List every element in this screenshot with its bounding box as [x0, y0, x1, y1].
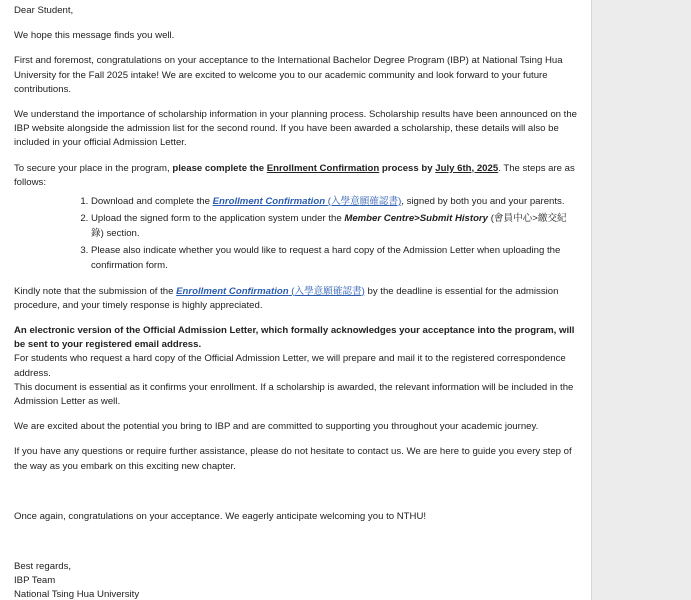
document-essential-paragraph: This document is essential as it confirms your enrollment. If a scholarship is awarded, the relevant information will be included in the Admission Letter as well.	[14, 381, 574, 407]
secure-pre-text: To secure your place in the program,	[14, 162, 170, 174]
greeting: Dear Student,	[14, 5, 74, 16]
questions-paragraph: If you have any questions or require further assistance, please do not hesitate to contact us. We are here to guide you every step of the way as you embark on this exciting new chapter.	[14, 446, 572, 472]
enrollment-confirmation-link[interactable]: Enrollment Confirmation (入學意願確認書)	[212, 196, 402, 208]
member-centre-path: Member Centre>Submit History	[344, 212, 489, 224]
enrollment-confirmation-underlined: Enrollment Confirmation	[266, 162, 380, 174]
member-centre-zh: (會員中心>繳交紀錄)	[91, 212, 567, 240]
congratulations-paragraph: First and foremost, congratulations on your acceptance to the International Bachelor Degree Program (IBP) at National Tsing Hua University for the Fall 2025 intake! We are excited to welcome you to our academic community and look forward to your future contributions.	[14, 55, 563, 95]
closing-paragraph: Once again, congratulations on your acceptance. We eagerly anticipate welcoming you to NTHU!	[14, 510, 427, 522]
deadline-date: July 6th, 2025	[435, 162, 499, 174]
enrollment-confirmation-link-2[interactable]: Enrollment Confirmation (入學意願確認書)	[176, 285, 365, 297]
signature-team: IBP Team	[14, 575, 56, 587]
admission-letter-bold: An electronic version of the Official Admission Letter, which formally acknowledges your acceptance into the program, will be sent to your registered email address.	[14, 324, 575, 351]
step-item-1: 1. Download and complete the Enrollment Confirmation (入學意願確認書), signed by both you and your parents.	[91, 194, 579, 210]
secure-post-text: . The steps are as follows:	[14, 162, 575, 188]
secure-bold-text: please complete the	[172, 162, 265, 174]
intro-paragraph: We hope this message finds you well.	[14, 30, 175, 42]
signature-organization: National Tsing Hua University	[14, 589, 140, 600]
step-item-3: 3. Please also indicate whether you would like to request a hard copy of the Admission Letter when uploading the confirmation form.	[91, 243, 579, 274]
scholarship-paragraph: We understand the importance of scholarship information in your planning process. Scholarship results have been announced on the IBP website alongside the admission list for the second round. If you have been awarded a scholarship, these details will also be included in your official Admission Letter.	[14, 109, 578, 149]
secure-place-paragraph	[14, 162, 579, 190]
potential-paragraph: We are excited about the potential you bring to IBP and are committed to supporting you throughout your academic journey.	[14, 421, 539, 433]
step-item-2: 2. Upload the signed form to the application system under the Member Centre>Submit History (會員中心>繳交紀錄) section.	[91, 211, 579, 242]
hard-copy-paragraph: For students who request a hard copy of the Official Admission Letter, we will prepare and mail it to the registered correspondence address.	[14, 353, 566, 379]
secure-process-text: process by	[381, 162, 433, 174]
steps-list	[14, 194, 579, 274]
signoff: Best regards,	[14, 560, 72, 572]
deadline-note-paragraph: Kindly note that the submission of the Enrollment Confirmation (入學意願確認書) by the deadline is essential for the admission procedure, and your timely response is highly appreciated.	[14, 285, 559, 311]
